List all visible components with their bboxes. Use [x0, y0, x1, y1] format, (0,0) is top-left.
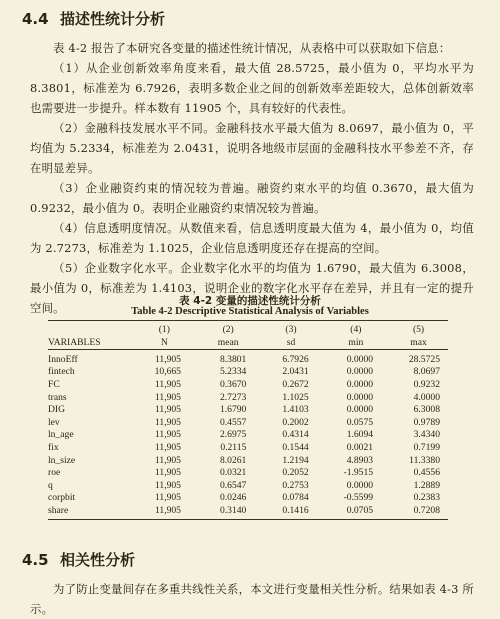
max-cell: 3.4340 — [413, 429, 440, 441]
min-cell: 0.0000 — [346, 479, 374, 491]
table-row — [48, 441, 448, 454]
n-cell: 11,905 — [132, 504, 197, 519]
table-row — [48, 466, 448, 479]
max-cell: 0.7208 — [389, 504, 448, 519]
mean-cell: 0.0246 — [219, 492, 247, 504]
section-number: 4.4 — [22, 10, 49, 28]
paragraph-fintech: （2）金融科技发展水平不同。金融科技水平最大值为 8.0697，最小值为 0，平均值为 5.2334，标准差为 2.0431，说明各地级市层面的金融科技水平参差不齐，存在明显差异。 — [30, 121, 474, 175]
column-header: N — [132, 335, 197, 350]
sd-cell: 0.2672 — [282, 378, 309, 390]
mean-cell: 8.0261 — [219, 454, 247, 466]
sd-cell: 1.1025 — [282, 391, 309, 403]
min-cell: 0.0000 — [346, 353, 374, 365]
variable-name-cell: DIG — [48, 404, 66, 416]
max-cell: 8.0697 — [413, 366, 440, 378]
paragraph-correlation: 为了防止变量间存在多重共线性关系，本文进行变量相关性分析。结果如表 4-3 所示。 — [30, 582, 474, 616]
n-cell: 11,905 — [154, 429, 181, 441]
sd-cell: 0.2002 — [282, 416, 309, 428]
min-cell: 0.0575 — [346, 416, 374, 428]
variable-name-cell: trans — [48, 391, 67, 403]
min-cell: 0.0000 — [346, 391, 374, 403]
n-cell: 11,905 — [154, 454, 181, 466]
column-index-row — [48, 321, 448, 336]
table-row — [48, 416, 448, 429]
variable-name-cell: ln_age — [48, 429, 74, 441]
min-cell: 0.0021 — [346, 441, 374, 453]
table-caption-chinese: 表 4-2 变量的描述性统计分析 — [179, 295, 321, 307]
variable-name-cell: q — [48, 479, 53, 491]
sd-cell: 2.0431 — [282, 366, 309, 378]
max-cell: 0.7199 — [413, 441, 440, 453]
max-cell: 0.9789 — [413, 416, 440, 428]
column-index: (5) — [389, 321, 448, 336]
mean-cell: 0.4557 — [219, 416, 247, 428]
variable-name-cell: ln_size — [48, 454, 76, 466]
variable-name-cell: InnoEff — [48, 353, 78, 365]
min-cell: 0.0000 — [346, 366, 374, 378]
table-row — [48, 454, 448, 467]
mean-cell: 0.2115 — [220, 441, 247, 453]
table-row — [48, 391, 448, 404]
n-cell: 11,905 — [154, 467, 181, 479]
variable-name-cell: roe — [48, 467, 61, 479]
table-row — [48, 504, 448, 519]
column-header: mean — [197, 335, 259, 350]
min-cell: 1.6094 — [346, 429, 374, 441]
table-row — [48, 479, 448, 492]
n-cell: 11,905 — [154, 391, 181, 403]
mean-cell: 0.6547 — [219, 479, 247, 491]
max-cell: 4.0000 — [413, 391, 440, 403]
paragraph-innovation-efficiency: （1）从企业创新效率角度来看，最大值 28.5725，最小值为 0，平均水平为 8.3801，标准差为 6.7926，表明多数企业之间的创新效率差距较大，总体创新效率也需要进一步提升。样本数有 11905 个，具有较好的代表性。 — [30, 61, 474, 115]
sd-cell: 0.2052 — [282, 467, 309, 479]
paragraph-information-transparency: （4）信息透明度情况。从数值来看，信息透明度最大值为 4，最小值为 0，均值为 2.7273，标准差为 1.1025，企业信息透明度还存在提高的空间。 — [30, 221, 474, 255]
sd-cell: 0.0784 — [282, 492, 309, 504]
table-row — [48, 366, 448, 379]
column-index: (3) — [259, 321, 322, 336]
descriptive-statistics-table — [48, 320, 448, 520]
min-cell: 0.0000 — [346, 404, 374, 416]
table-caption-english: Table 4-2 Descriptive Statistical Analysis of Variables — [131, 306, 369, 317]
n-cell: 11,905 — [154, 378, 181, 390]
paragraph-digitalization: （5）企业数字化水平。企业数字化水平的均值为 1.6790，最大值为 6.3008，最小值为 0，标准差为 1.4103，说明企业的数字化水平存在差异，并且有一定的提升空间。 — [30, 261, 474, 315]
sd-cell: 0.4314 — [282, 429, 309, 441]
n-cell: 11,905 — [154, 416, 181, 428]
min-cell: -1.9515 — [343, 467, 374, 479]
column-header-row — [48, 335, 448, 350]
min-cell: 0.0000 — [346, 378, 374, 390]
variable-name-cell: lev — [48, 416, 60, 428]
table-body — [48, 350, 448, 520]
table-row — [48, 378, 448, 391]
n-cell: 11,905 — [154, 492, 181, 504]
column-header: sd — [259, 335, 322, 350]
n-cell: 11,905 — [154, 404, 181, 416]
section-title: 相关性分析 — [60, 551, 136, 569]
column-index: (2) — [197, 321, 259, 336]
mean-cell: 1.6790 — [219, 404, 247, 416]
column-header: min — [323, 335, 389, 350]
sd-cell: 1.4103 — [282, 404, 309, 416]
mean-cell: 0.3140 — [197, 504, 259, 519]
sd-cell: 1.2194 — [282, 454, 309, 466]
variable-name-cell: corpbit — [48, 492, 76, 504]
n-cell: 10,665 — [154, 366, 181, 378]
paragraph-financing-constraints: （3）企业融资约束的情况较为普遍。融资约束水平的均值 0.3670，最大值为 0.9232，最小值为 0。表明企业融资约束情况较为普遍。 — [30, 181, 474, 215]
sd-cell: 6.7926 — [282, 353, 309, 365]
min-cell: -0.5599 — [343, 492, 374, 504]
section-title: 描述性统计分析 — [60, 10, 166, 28]
column-index: (1) — [132, 321, 197, 336]
variable-name-cell: fix — [48, 441, 59, 453]
table-row — [48, 350, 448, 366]
sd-cell: 0.1544 — [282, 441, 309, 453]
section-number: 4.5 — [22, 551, 49, 569]
sd-cell: 0.2753 — [282, 479, 309, 491]
section-heading-4-5 — [22, 549, 135, 570]
mean-cell: 0.0321 — [219, 467, 247, 479]
max-cell: 0.9232 — [413, 378, 440, 390]
max-cell: 11.3380 — [409, 454, 440, 466]
column-header: VARIABLES — [48, 335, 132, 350]
sd-cell: 0.1416 — [259, 504, 322, 519]
column-index: (4) — [323, 321, 389, 336]
max-cell: 1.2889 — [413, 479, 440, 491]
min-cell: 0.0705 — [323, 504, 389, 519]
table-row — [48, 403, 448, 416]
variable-name-cell: share — [48, 504, 132, 519]
mean-cell: 5.2334 — [219, 366, 247, 378]
max-cell: 0.2383 — [413, 492, 440, 504]
column-index-blank — [48, 321, 132, 336]
mean-cell: 2.6975 — [219, 429, 247, 441]
mean-cell: 8.3801 — [219, 353, 247, 365]
max-cell: 6.3008 — [413, 404, 440, 416]
n-cell: 11,905 — [154, 479, 181, 491]
n-cell: 11,905 — [154, 353, 181, 365]
variable-name-cell: FC — [48, 378, 60, 390]
variable-name-cell: fintech — [48, 366, 75, 378]
table-row — [48, 429, 448, 442]
min-cell: 4.8903 — [346, 454, 374, 466]
table-row — [48, 492, 448, 505]
paragraph-intro: 表 4-2 报告了本研究各变量的描述性统计情况，从表格中可以获取如下信息： — [53, 41, 451, 55]
max-cell: 0.4556 — [413, 467, 440, 479]
section-heading-4-4 — [22, 8, 165, 29]
mean-cell: 2.7273 — [219, 391, 247, 403]
column-header: max — [389, 335, 448, 350]
max-cell: 28.5725 — [408, 353, 440, 365]
mean-cell: 0.3670 — [219, 378, 247, 390]
n-cell: 11,905 — [154, 441, 181, 453]
